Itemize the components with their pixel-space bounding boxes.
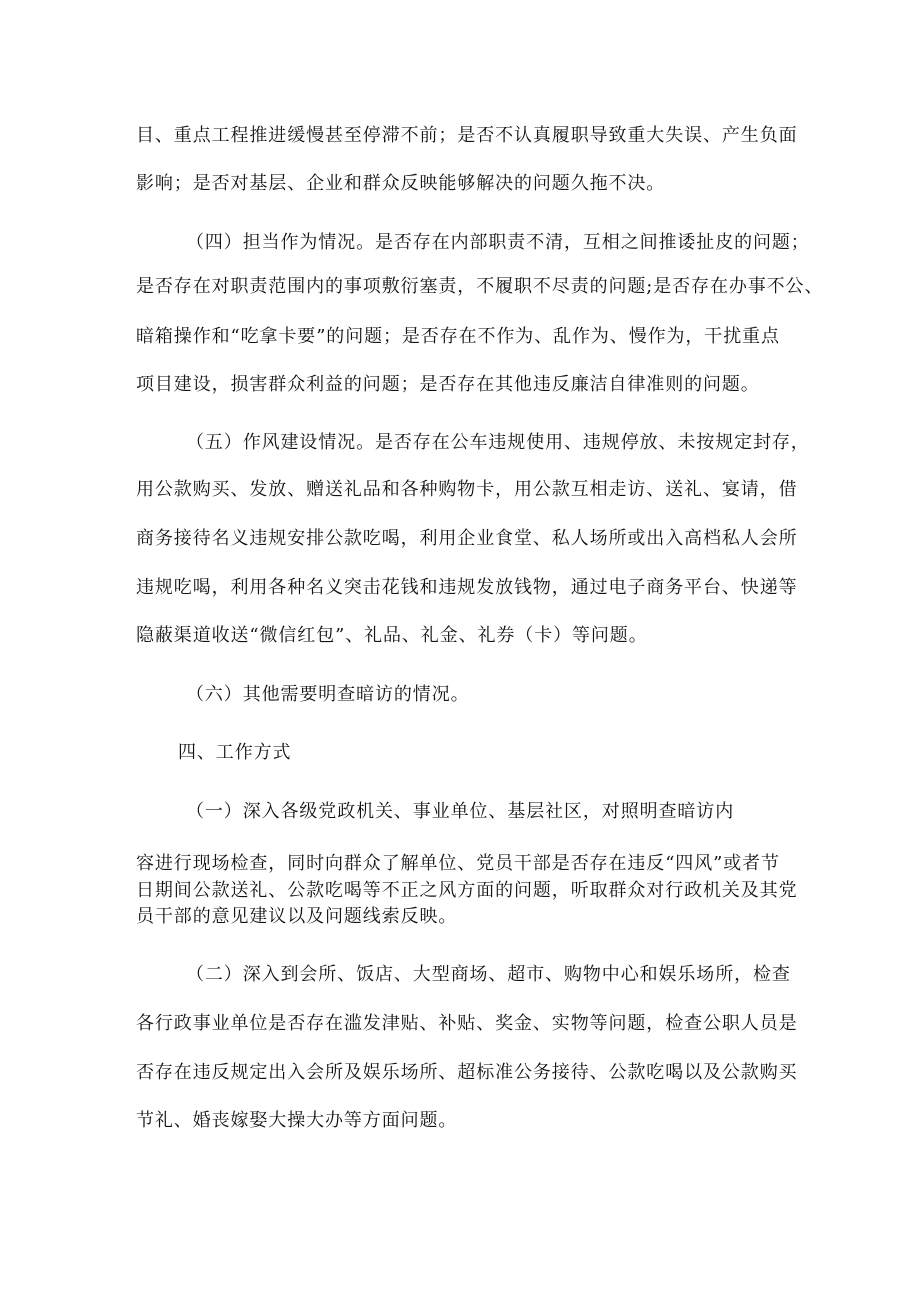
- text-line: 否存在违反规定出入会所及娱乐场所、超标准公务接待、公款吃喝以及公款购买: [136, 1062, 798, 1083]
- section-heading-four: （四）担当作为情况。是否存在内部职责不清，互相之间推诿扯皮的问题；: [186, 232, 810, 253]
- section-heading-six: （六）其他需要明查暗访的情况。: [186, 684, 470, 705]
- subsection-heading-one: （一）深入各级党政机关、事业单位、基层社区，对照明查暗访内: [186, 801, 735, 822]
- text-line: 各行政事业单位是否存在滥发津贴、补贴、奖金、实物等问题，检查公职人员是: [136, 1013, 798, 1034]
- text-line: 容进行现场检查，同时向群众了解单位、党员干部是否存在违反“四风”或者节: [136, 853, 780, 874]
- text-line: 日期间公款送礼、公款吃喝等不正之风方面的问题，听取群众对行政机关及其党: [136, 880, 798, 901]
- subsection-heading-two: （二）深入到会所、饭店、大型商场、超市、购物中心和娱乐场所，检查: [186, 964, 791, 985]
- text-line: 隐蔽渠道收送“微信红包”、礼品、礼金、礼券（卡）等问题。: [136, 625, 648, 646]
- text-line: 暗箱操作和“吃拿卡要”的问题；是否存在不作为、乱作为、慢作为，干扰重点: [136, 326, 780, 347]
- chapter-heading: 四、工作方式: [178, 742, 292, 763]
- text-line: 目、重点工程推进缓慢甚至停滞不前；是否不认真履职导致重大失误、产生负面: [136, 125, 798, 146]
- text-line: 用公款购买、发放、赠送礼品和各种购物卡，用公款互相走访、送礼、宴请，借: [136, 479, 798, 500]
- text-line: 商务接待名义违规安排公款吃喝，利用企业食堂、私人场所或出入高档私人会所: [136, 528, 798, 549]
- section-heading-five: （五）作风建设情况。是否存在公车违规使用、违规停放、未按规定封存，: [186, 432, 810, 453]
- text-line: 项目建设，损害群众利益的问题；是否存在其他违反廉洁自律准则的问题。: [136, 374, 760, 395]
- text-line: 是否存在对职责范围内的事项敷衍塞责，不履职不尽责的问题;是否存在办事不公、: [136, 276, 824, 297]
- text-line: 影响；是否对基层、企业和群众反映能够解决的问题久拖不决。: [136, 173, 666, 194]
- text-line: 违规吃喝，利用各种名义突击花钱和违规发放钱物，通过电子商务平台、快递等: [136, 577, 798, 598]
- text-line: 节礼、婚丧嫁娶大操大办等方面问题。: [136, 1110, 458, 1131]
- text-line: 员干部的意见建议以及问题线索反映。: [136, 906, 458, 927]
